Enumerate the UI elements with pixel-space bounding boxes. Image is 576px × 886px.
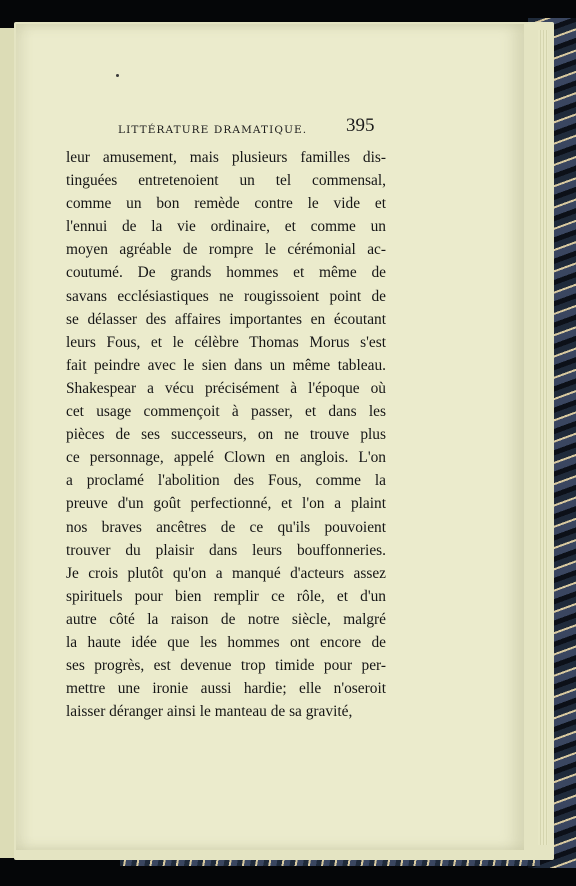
body-text bbox=[66, 146, 386, 723]
text-line: Shakespear a vécu précisément à l'époque où bbox=[66, 379, 386, 397]
page-edges bbox=[538, 30, 548, 845]
text-line: leurs Fous, et le célèbre Thomas Morus s'est bbox=[66, 333, 386, 351]
text-line: nos braves ancêtres de ce qu'ils pouvoient bbox=[66, 518, 386, 536]
text-line: tinguées entretenoient un tel commensal, bbox=[66, 172, 386, 190]
text-line: preuve d'un goût perfectionné, et l'on a plaint bbox=[66, 495, 386, 513]
text-line: l'ennui de la vie ordinaire, et comme un bbox=[66, 218, 386, 236]
text-line: ses progrès, est devenue trop timide pour per- bbox=[66, 657, 386, 675]
text-line: coutumé. De grands hommes et même de bbox=[66, 264, 386, 282]
text-line: Je crois plutôt qu'on a manqué d'acteurs assez bbox=[66, 564, 386, 582]
text-line: moyen agréable de rompre le cérémonial ac- bbox=[66, 241, 386, 259]
text-line: spirituels pour bien remplir ce rôle, et d'un bbox=[66, 587, 386, 605]
text-line: pièces de ses successeurs, on ne trouve plus bbox=[66, 426, 386, 444]
text-line: laisser déranger ainsi le manteau de sa gravité, bbox=[66, 703, 353, 721]
ink-speck bbox=[116, 74, 119, 77]
text-line: cet usage commençoit à passer, et dans les bbox=[66, 403, 386, 421]
text-line: fait peindre avec le sien dans un même tableau. bbox=[66, 356, 386, 374]
text-line: savans ecclésiastiques ne rougissoient point de bbox=[66, 287, 386, 305]
text-line: trouver du plaisir dans leurs bouffonneries. bbox=[66, 541, 386, 559]
text-line: comme un bon remède contre le vide et bbox=[66, 195, 386, 213]
running-head: LITTÉRATURE DRAMATIQUE. bbox=[118, 124, 308, 136]
text-line: leur amusement, mais plusieurs familles dis- bbox=[66, 149, 386, 166]
text-line: la haute idée que les hommes ont encore de bbox=[66, 633, 386, 651]
text-line: mettre une ironie aussi hardie; elle n'oseroit bbox=[66, 680, 386, 698]
page-number: 395 bbox=[346, 115, 375, 136]
text-line: ce personnage, appelé Clown en anglois. L'on bbox=[66, 449, 386, 467]
text-line: autre côté la raison de notre siècle, malgré bbox=[66, 610, 386, 628]
text-line: a proclamé l'abolition des Fous, comme la bbox=[66, 472, 386, 490]
text-line: se délasser des affaires importantes en écoutant bbox=[66, 310, 386, 328]
